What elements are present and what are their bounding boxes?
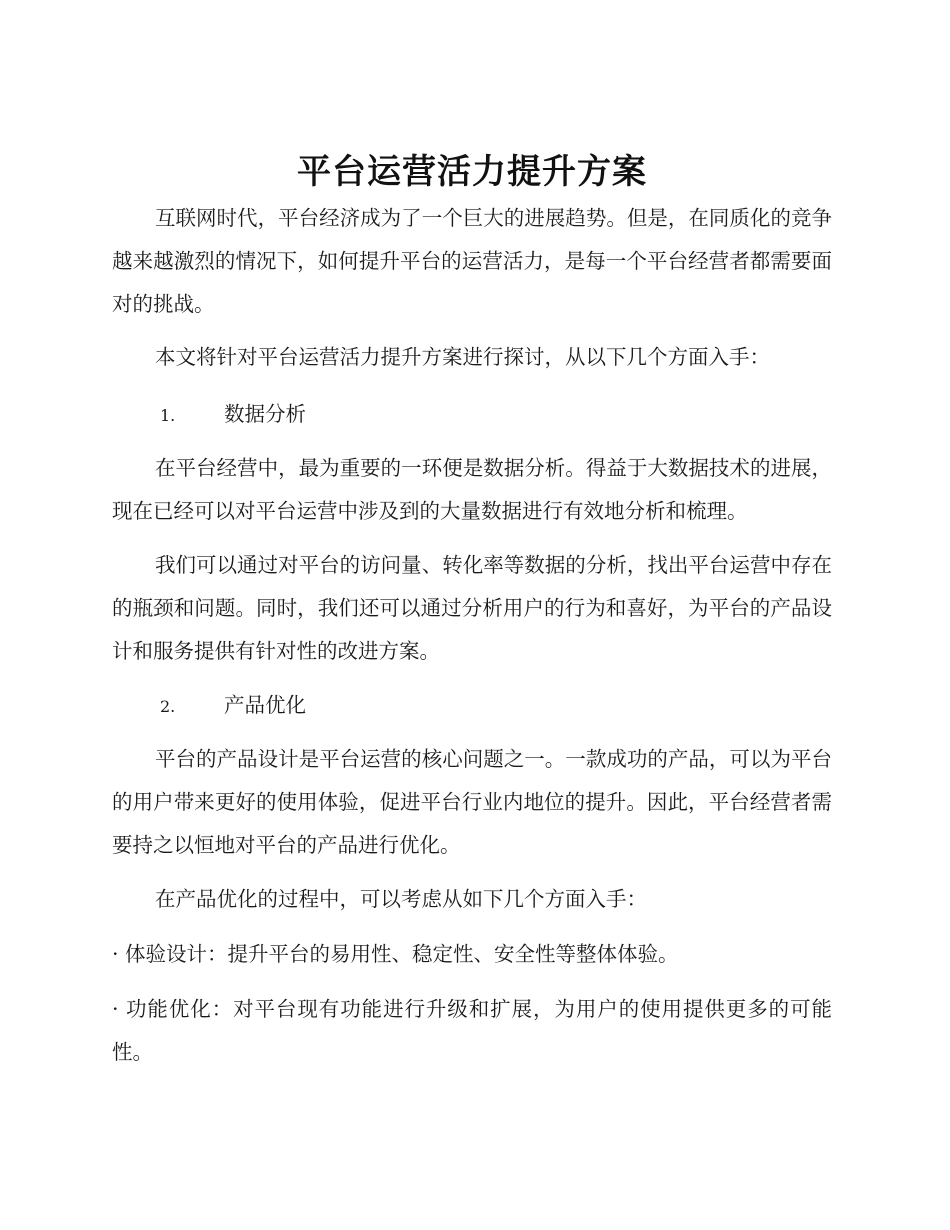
section-heading-1 xyxy=(160,393,306,437)
document-title: 平台运营活力提升方案 xyxy=(297,152,647,192)
section-heading-text: 产品优化 xyxy=(224,693,306,717)
section2-paragraph-2: 在产品优化的过程中，可以考虑从如下几个方面入手： xyxy=(155,887,647,911)
bullet-item: · 功能优化：对平台现有功能进行升级和扩展，为用户的使用提供更多的可能性。 xyxy=(112,997,832,1064)
section1-paragraph-2: 我们可以通过对平台的访问量、转化率等数据的分析，找出平台运营中存在的瓶颈和问题。同时，我们还可以通过分析用户的行为和喜好，为平台的产品设计和服务提供有针对性的改进方案。 xyxy=(112,553,832,663)
section2-paragraph-1: 平台的产品设计是平台运营的核心问题之一。一款成功的产品，可以为平台的用户带来更好的使用体验，促进平台行业内地位的提升。因此，平台经营者需要持之以恒地对平台的产品进行优化。 xyxy=(112,747,832,857)
intro-paragraph-1: 互联网时代，平台经济成为了一个巨大的进展趋势。但是，在同质化的竞争越来越激烈的情况下，如何提升平台的运营活力，是每一个平台经营者都需要面对的挑战。 xyxy=(112,206,832,316)
section-heading-text: 数据分析 xyxy=(224,402,306,426)
section-number: 1. xyxy=(160,406,176,425)
section1-paragraph-1: 在平台经营中，最为重要的一环便是数据分析。得益于大数据技术的进展，现在已经可以对平台运营中涉及到的大量数据进行有效地分析和梳理。 xyxy=(112,456,832,523)
bullet-item: · 体验设计：提升平台的易用性、稳定性、安全性等整体体验。 xyxy=(112,942,679,966)
section-heading-2 xyxy=(160,684,306,728)
intro-paragraph-2: 本文将针对平台运营活力提升方案进行探讨，从以下几个方面入手： xyxy=(155,345,770,369)
section-number: 2. xyxy=(160,697,176,716)
